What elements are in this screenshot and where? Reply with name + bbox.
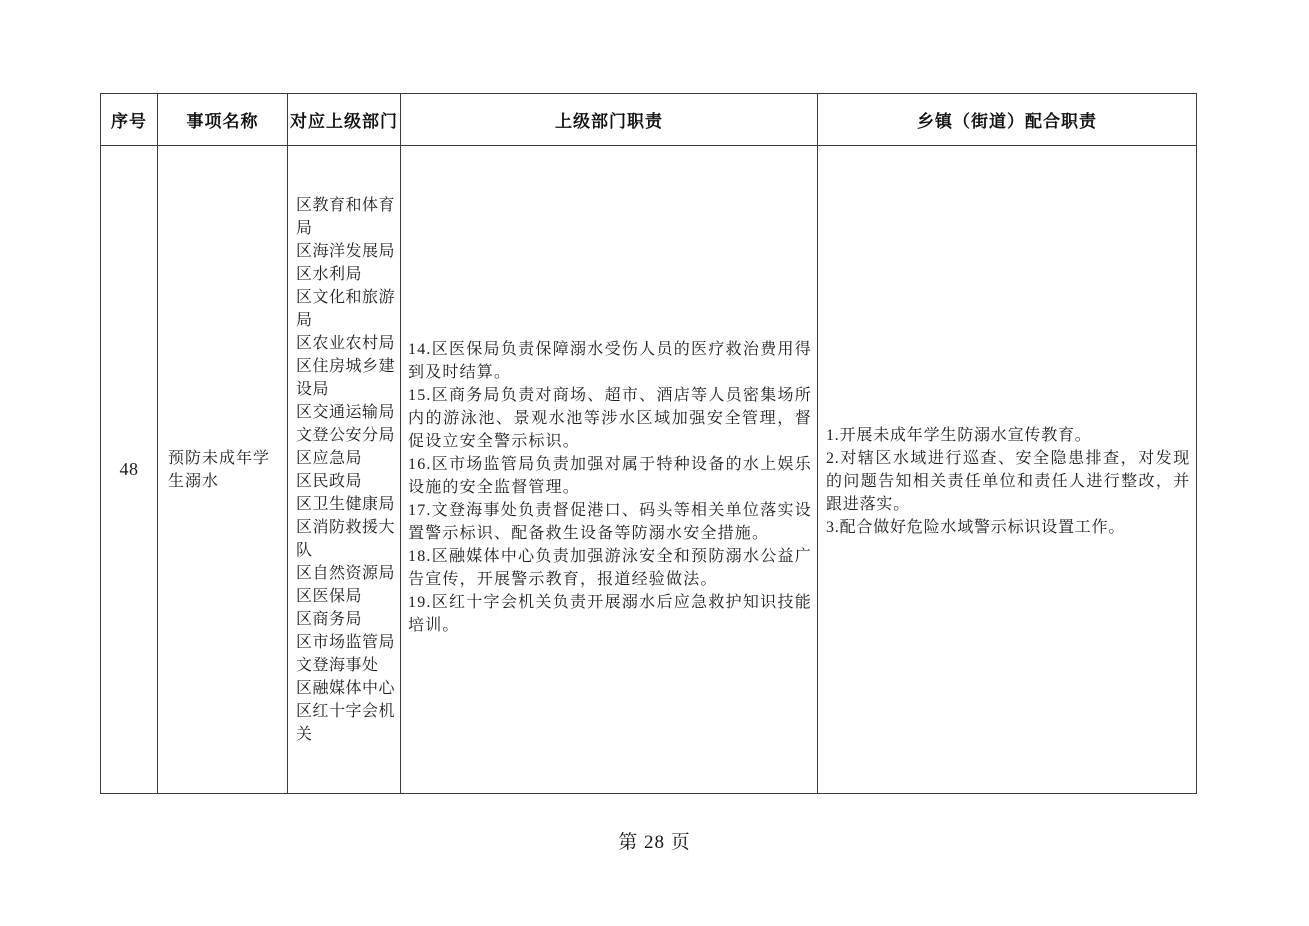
township-duty-item: 3.配合做好危险水域警示标识设置工作。 bbox=[826, 519, 1126, 536]
table-header-row bbox=[101, 94, 1197, 146]
township-duty-list bbox=[826, 424, 1190, 539]
cell-item-name: 预防未成年学生溺水 bbox=[158, 146, 288, 794]
page-number: 第 28 页 bbox=[618, 832, 691, 853]
department-item: 区交通运输局 bbox=[296, 403, 396, 421]
cell-departments bbox=[288, 146, 401, 794]
department-item: 区融媒体中心 bbox=[296, 679, 396, 697]
superior-duty-item: 19.区红十字会机关负责开展溺水后应急救护知识技能培训。 bbox=[408, 594, 812, 634]
superior-duty-item: 17.文登海事处负责督促港口、码头等相关单位落实设置警示标识、配备救生设备等防溺水安全措施。 bbox=[408, 502, 812, 542]
department-item: 区住房城乡建设局 bbox=[296, 357, 396, 398]
column-header-superior-duties: 上级部门职责 bbox=[401, 94, 818, 146]
cell-superior-duties bbox=[401, 146, 818, 794]
department-list bbox=[296, 194, 400, 746]
department-item: 区自然资源局 bbox=[296, 564, 396, 582]
column-header-superior-department: 对应上级部门 bbox=[288, 94, 401, 146]
superior-duty-item: 16.区市场监管局负责加强对属于特种设备的水上娱乐设施的安全监督管理。 bbox=[408, 456, 812, 496]
superior-duty-item: 18.区融媒体中心负责加强游泳安全和预防溺水公益广告宣传，开展警示教育，报道经验做法。 bbox=[408, 548, 812, 588]
department-item: 区农业农村局 bbox=[296, 334, 396, 352]
department-item: 区医保局 bbox=[296, 587, 363, 605]
superior-duty-item: 15.区商务局负责对商场、超市、酒店等人员密集场所内的游泳池、景观水池等涉水区域加强安全管理，督促设立安全警示标识。 bbox=[408, 387, 812, 450]
table-row bbox=[101, 146, 1197, 794]
department-item: 区卫生健康局 bbox=[296, 495, 396, 513]
superior-duty-item: 14.区医保局负责保障溺水受伤人员的医疗救治费用得到及时结算。 bbox=[408, 341, 812, 381]
department-item: 文登公安分局 bbox=[296, 426, 396, 444]
township-duty-item: 1.开展未成年学生防溺水宣传教育。 bbox=[826, 427, 1092, 444]
column-header-township-duties: 乡镇（街道）配合职责 bbox=[818, 94, 1197, 146]
department-item: 区市场监管局 bbox=[296, 633, 396, 651]
superior-duty-list bbox=[408, 338, 812, 637]
department-item: 区文化和旅游局 bbox=[296, 288, 396, 329]
department-item: 区民政局 bbox=[296, 472, 363, 490]
department-item: 区应急局 bbox=[296, 449, 363, 467]
responsibility-table bbox=[100, 93, 1197, 794]
cell-serial-number: 48 bbox=[101, 146, 158, 794]
column-header-item-name: 事项名称 bbox=[158, 94, 288, 146]
department-item: 区教育和体育局 bbox=[296, 196, 396, 237]
township-duty-item: 2.对辖区水域进行巡查、安全隐患排查，对发现的问题告知相关责任单位和责任人进行整改，并跟进落实。 bbox=[826, 450, 1190, 513]
department-item: 区消防救援大队 bbox=[296, 518, 396, 559]
department-item: 区海洋发展局 bbox=[296, 242, 396, 260]
column-header-serial: 序号 bbox=[101, 94, 158, 146]
department-item: 文登海事处 bbox=[296, 656, 379, 674]
department-item: 区商务局 bbox=[296, 610, 363, 628]
department-item: 区水利局 bbox=[296, 265, 363, 283]
cell-township-duties bbox=[818, 146, 1197, 794]
department-item: 区红十字会机关 bbox=[296, 702, 396, 743]
